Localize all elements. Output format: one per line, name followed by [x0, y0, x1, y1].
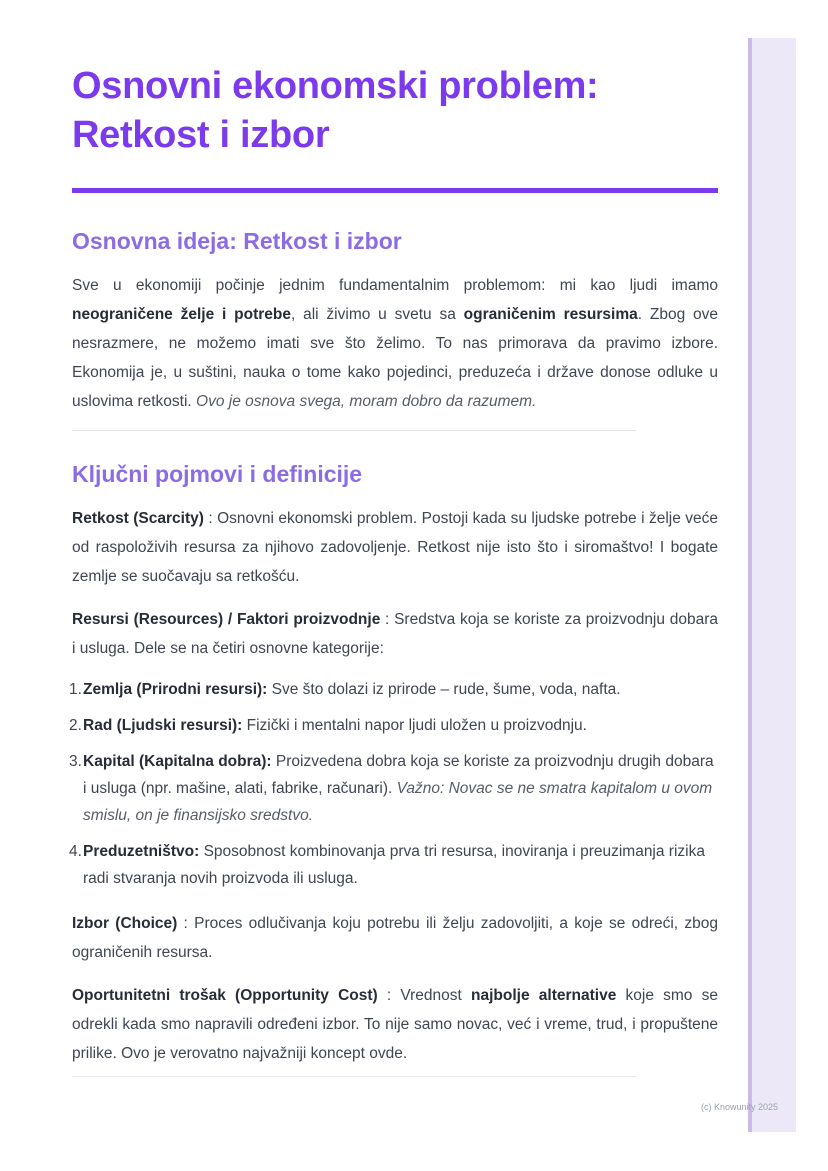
paragraph-oportunitetni-trosak: Oportunitetni trošak (Opportunity Cost) : Vrednost najbolje alternative koje smo se odrekli kada smo napravili određeni izbor. To nije samo novac, već i vreme, trud, i propuštene prilike. Ovo je verovatno najvažniji koncept ovde. — [72, 987, 718, 1062]
paragraph-retkost-definition: Retkost (Scarcity) : Osnovni ekonomski problem. Postoji kada su ljudske potrebe i želje veće od raspoloživih resursa za njihovo zadovoljenje. Retkost nije isto što i siromaštvo! I bogate zemlje se suočavaju sa retkošću. — [72, 510, 718, 585]
list-number: 1. — [69, 681, 82, 698]
list-item-text: Preduzetništvo: Sposobnost kombinovanja prva tri resursa, inoviranja i preuzimanja rizika radi stvaranja novih proizvoda ili usluga. — [83, 843, 705, 887]
section-heading-kljucni-pojmovi: Ključni pojmovi i definicije — [72, 461, 363, 487]
document-content — [69, 0, 718, 1077]
list-item-zemlja — [69, 676, 718, 703]
list-item-rad — [69, 712, 718, 739]
paragraph-osnovna-ideja: Sve u ekonomiji počinje jednim fundamentalnim problemom: mi kao ljudi imamo neograničene želje i potrebe, ali živimo u svetu sa ograničenim resursima. Zbog ove nesrazmere, ne možemo imati sve što želimo. To nas primorava da pravimo izbore. Ekonomija je, u suštini, nauka o tome kako pojedinci, preduzeća i države donose odluke u uslovima retkosti. Ovo je osnova svega, moram dobro da razumem. — [72, 277, 718, 410]
paragraph-izbor-definition: Izbor (Choice) : Proces odlučivanja koju potrebu ili želju zadovoljiti, a koje se odreći, zbog ograničenih resursa. — [72, 915, 718, 961]
list-item-text: Zemlja (Prirodni resursi): Sve što dolazi iz prirode – rude, šume, voda, nafta. — [83, 681, 621, 698]
page-title: Osnovni ekonomski problem: Retkost i izbor — [72, 65, 599, 156]
list-item-text: Rad (Ljudski resursi): Fizički i mentalni napor ljudi uložen u proizvodnju. — [83, 717, 587, 734]
list-item-kapital — [69, 748, 718, 829]
paragraph-resursi-definition: Resursi (Resources) / Faktori proizvodnje : Sredstva koja se koriste za proizvodnju dobara i usluga. Dele se na četiri osnovne kategorije: — [72, 611, 718, 657]
resource-categories-list — [69, 676, 718, 892]
list-item-text: Kapital (Kapitalna dobra): Proizvedena dobra koja se koriste za proizvodnju drugih dobara i usluga (npr. mašine, alati, fabrike, računari). Važno: Novac se ne smatra kapitalom u ovom smislu, on je finansijsko sredstvo. — [83, 753, 714, 824]
page-edge-accent-bar — [748, 38, 796, 1132]
title-underline-rule — [72, 188, 718, 193]
section-divider — [72, 430, 636, 431]
list-number: 2. — [69, 717, 82, 734]
copyright-footer: (c) Knowunity 2025 — [700, 1102, 778, 1112]
list-item-preduzetnistvo — [69, 838, 718, 892]
footer-divider — [72, 1076, 636, 1077]
section-heading-osnovna-ideja: Osnovna ideja: Retkost i izbor — [72, 228, 402, 254]
list-number: 3. — [69, 753, 82, 770]
list-number: 4. — [69, 843, 82, 860]
